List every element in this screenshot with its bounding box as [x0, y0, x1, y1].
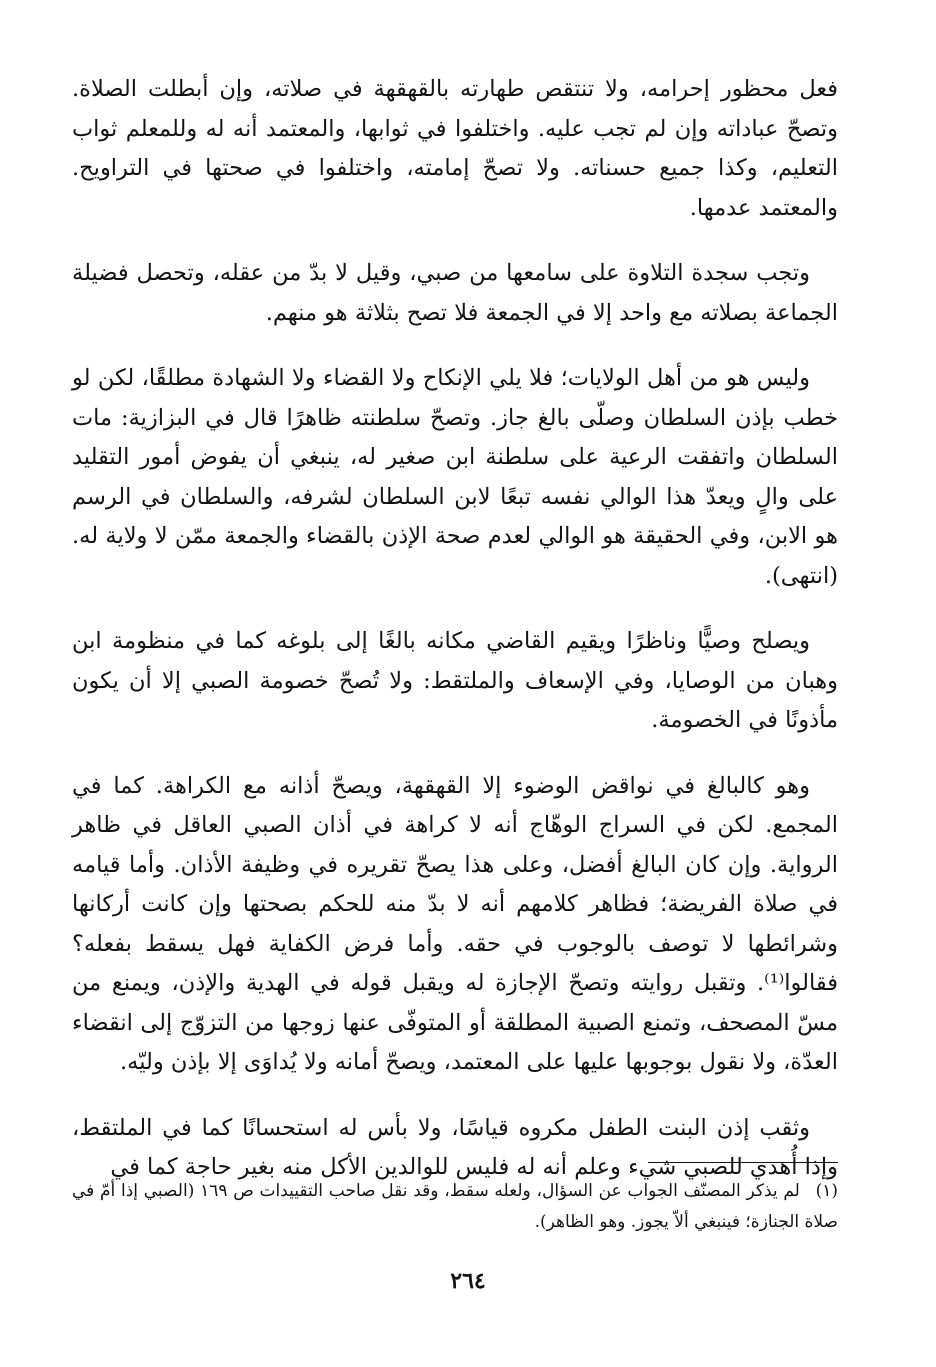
paragraph-5: وهو كالبالغ في نواقض الوضوء إلا القهقهة، ويصحّ أذانه مع الكراهة. كما في المجمع. لكن في السراج الوهّاج أنه لا كراهة في أذان الصبي العاقل في ظاهر الرواية. وإن كان البالغ أفضل، وعلى هذا يصحّ تقريره في وظيفة الأذان. وأما قيامه في صلاة الفريضة؛ فظاهر كلامهم أنه لا بدّ منه للحكم بصحتها وإن كانت أركانها وشرائطها لا توصف بالوجوب في حقه. وأما فرض الكفاية فهل يسقط بفعله؟ فقالوا⁽¹⁾. وتقبل روايته وتصحّ الإجازة له ويقبل قوله في الهدية والإذن، ويمنع من مسّ المصحف، وتمنع الصبية المطلقة أو المتوفّى عنها زوجها من التزوّج إلى انقضاء العدّة، ولا نقول بوجوبها عليها على المعتمد، ويصحّ أمانه ولا يُداوَى إلا بإذن وليّه.: [72, 772, 838, 1075]
footnote-number: (١): [815, 1181, 838, 1201]
paragraph-6: وثقب إذن البنت الطفل مكروه قياسًا، ولا بأس له استحسانًا كما في الملتقط، وإذا أُهدي للصبي شيء وعلم أنه له فليس للوالدين الأكل منه بغير حاجة كما في: [72, 1114, 838, 1180]
paragraph-1: فعل محظور إحرامه، ولا تنتقص طهارته بالقهقهة في صلاته، وإن أبطلت الصلاة. وتصحّ عباداته وإن لم تجب عليه. واختلفوا في ثوابها، والمعتمد أنه له وللمعلم ثواب التعليم، وكذا جميع حسناته. ولا تصحّ إمامته، واختلفوا في صحتها في التراويح. والمعتمد عدمها.: [72, 76, 838, 221]
footnote-item: [72, 1176, 838, 1238]
paragraph-4: ويصلح وصيًّا وناظرًا ويقيم القاضي مكانه بالغًا إلى بلوغه كما في منظومة ابن وهبان من الوصايا، وفي الإسعاف والملتقط: ولا تُصحّ خصومة الصبي إلا أن يكون مأذونًا في الخصومة.: [72, 628, 838, 733]
footnote-text: لم يذكر المصنّف الجواب عن السؤال، ولعله سقط، وقد نقل صاحب التقييدات ص ١٦٩ (الصبي إذا أمّ في صلاة الجنازة؛ فينبغي ألاّ يجوز. وهو الظاهر).: [72, 1181, 838, 1232]
footnotes: [72, 1176, 838, 1238]
footnote-separator: [648, 1162, 838, 1163]
paragraph-3: وليس هو من أهل الولايات؛ فلا يلي الإنكاح ولا القضاء ولا الشهادة مطلقًا، لكن لو خطب بإذن السلطان وصلّى بالغ جاز. وتصحّ سلطنته ظاهرًا قال في البزازية: مات السلطان واتفقت الرعية على سلطنة ابن صغير له، ينبغي أن يفوض أمور التقليد على والٍ ويعدّ هذا الوالي نفسه تبعًا لابن السلطان لشرفه، والسلطان في الرسم هو الابن، وفي الحقيقة هو الوالي لعدم صحة الإذن بالقضاء والجمعة ممّن لا ولاية له. (انتهى).: [72, 365, 838, 589]
page-body: [72, 70, 838, 1214]
page-number: ٢٦٤: [450, 1268, 486, 1294]
paragraph-2: وتجب سجدة التلاوة على سامعها من صبي، وقيل لا بدّ من عقله، وتحصل فضيلة الجماعة بصلاته مع واحد إلا في الجمعة فلا تصح بثلاثة هو منهم.: [72, 260, 838, 326]
